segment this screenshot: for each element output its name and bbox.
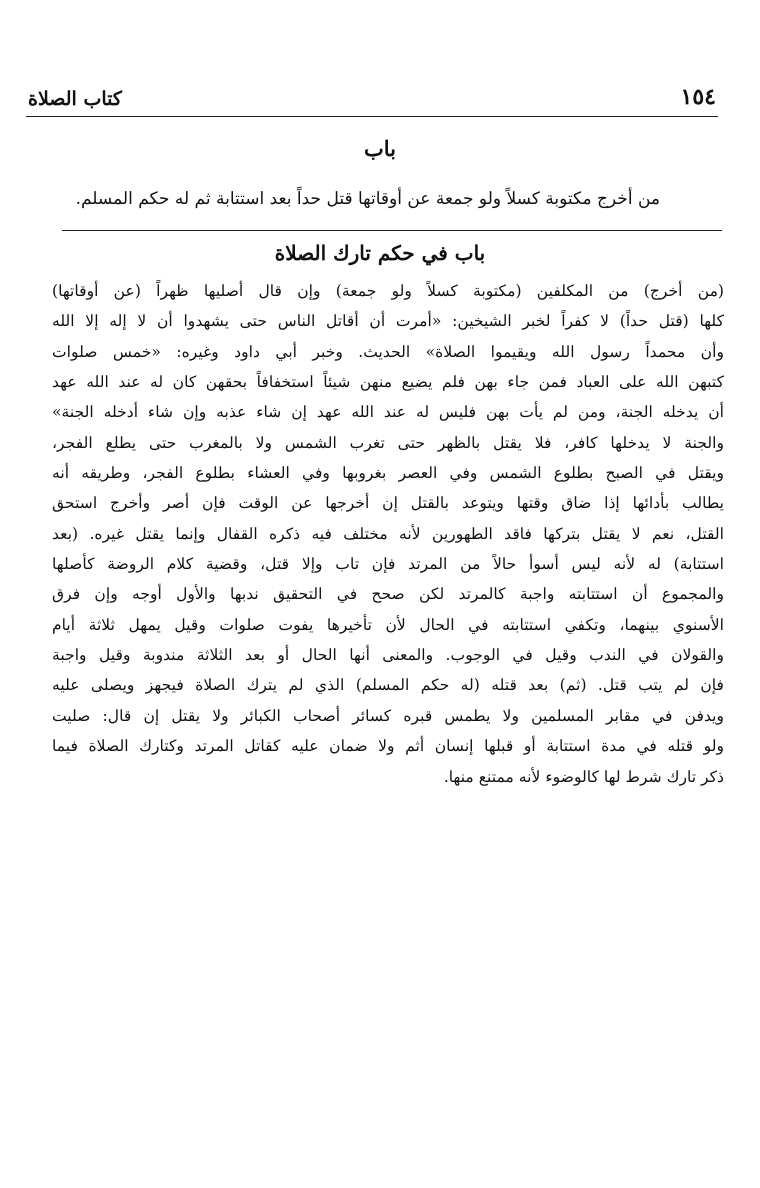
page-number: ١٥٤ <box>680 84 716 110</box>
running-title: كتاب الصلاة <box>28 88 122 110</box>
commentary-line: الأسنوي بينهما، وتكفي استتابته في الحال لأن تأخيرها يفوت صلوات وقيل يمهل ثلاثة أيام <box>52 615 724 634</box>
section-divider <box>62 230 722 231</box>
sharh-heading: باب في حكم تارك الصلاة <box>274 241 486 265</box>
commentary-line: ويدفن في مقابر المسلمين ولا يطمس قبره كسائر أصحاب الكبائر ولا يقتل إن قال: صليت <box>52 706 724 725</box>
commentary-line: فإن لم يتب قتل. (ثم) بعد قتله (له حكم المسلم) الذي لم يترك الصلاة فيجهز ويصلى عليه <box>52 676 724 695</box>
commentary-line: يطالب بأدائها إذا ضاق وقتها ويتوعد بالقتل إن أخرجها عن الوقت فإن أصر وأخرج استحق <box>52 494 724 513</box>
commentary-line: (من أخرج) من المكلفين (مكتوبة كسلاً ولو جمعة) وإن قال أصليها ظهراً (عن أوقاتها) <box>52 282 724 300</box>
commentary-line: والقولان في الندب وقيل في الوجوب. والمعنى أنها الحال أو بعد الثلاثة مندوبة وقيل واجبة <box>52 646 724 665</box>
commentary-body <box>52 276 724 792</box>
commentary-line: ويقتل في الصبح بطلوع الشمس وفي العصر بغروبها وفي العشاء بطلوع الفجر، وطريقه أنه <box>52 464 724 483</box>
commentary-line: ولو قتله في مدة استتابة أو قبلها إنسان أثم ولا ضمان عليه كقاتل المرتد وكتارك الصلاة فيما <box>52 737 724 756</box>
commentary-line: ذكر تارك شرط لها كالوضوء لأنه ممتنع منها. <box>443 767 724 786</box>
page-header <box>26 82 718 117</box>
commentary-line: والجنة لا يدخلها كافر، فلا يقتل بالظهر حتى تغرب الشمس ولا بالمغرب حتى يطلع الفجر، <box>52 433 724 452</box>
commentary-line: كتبهن الله على العباد فمن جاء بهن فلم يضيع منهن شيئاً استخفافاً بحقهن كان له عند الله عهد <box>52 373 724 392</box>
commentary-line: كلها (قتل حداً) لا كفراً لخبر الشيخين: «أمرت أن أقاتل الناس حتى يشهدوا أن لا إله إلا الله <box>52 312 724 331</box>
commentary-line: القتل، نعم لا يقتل بتركها فاقد الطهورين لأنه مختلف فيه ذكره القفال وإنما يقتل غيره. (بعد <box>52 524 724 543</box>
commentary-line: وأن محمداً رسول الله ويقيموا الصلاة» الحديث. وخبر أبي داود وغيره: «خمس صلوات <box>52 342 724 361</box>
matn-text: من أخرج مكتوبة كسلاً ولو جمعة عن أوقاتها قتل حداً بعد استتابة ثم له حكم المسلم. <box>75 189 660 209</box>
commentary-line: أن يدخله الجنة، ومن لم يأت بهن فليس له عند الله عهد إن شاء عذبه وإن شاء أدخله الجنة» <box>52 403 724 422</box>
matn-heading: باب <box>363 136 396 161</box>
commentary-line: استتابة) له لأنه ليس أسوأ حالاً من المرتد فإن تاب وإلا قتل، وقضية كلام الروضة كأصلها <box>52 555 724 574</box>
commentary-line: والمجموع أن استتابته واجبة كالمرتد لكن صحح في التحقيق ندبها والأول أوجه وإن فرق <box>52 585 724 604</box>
